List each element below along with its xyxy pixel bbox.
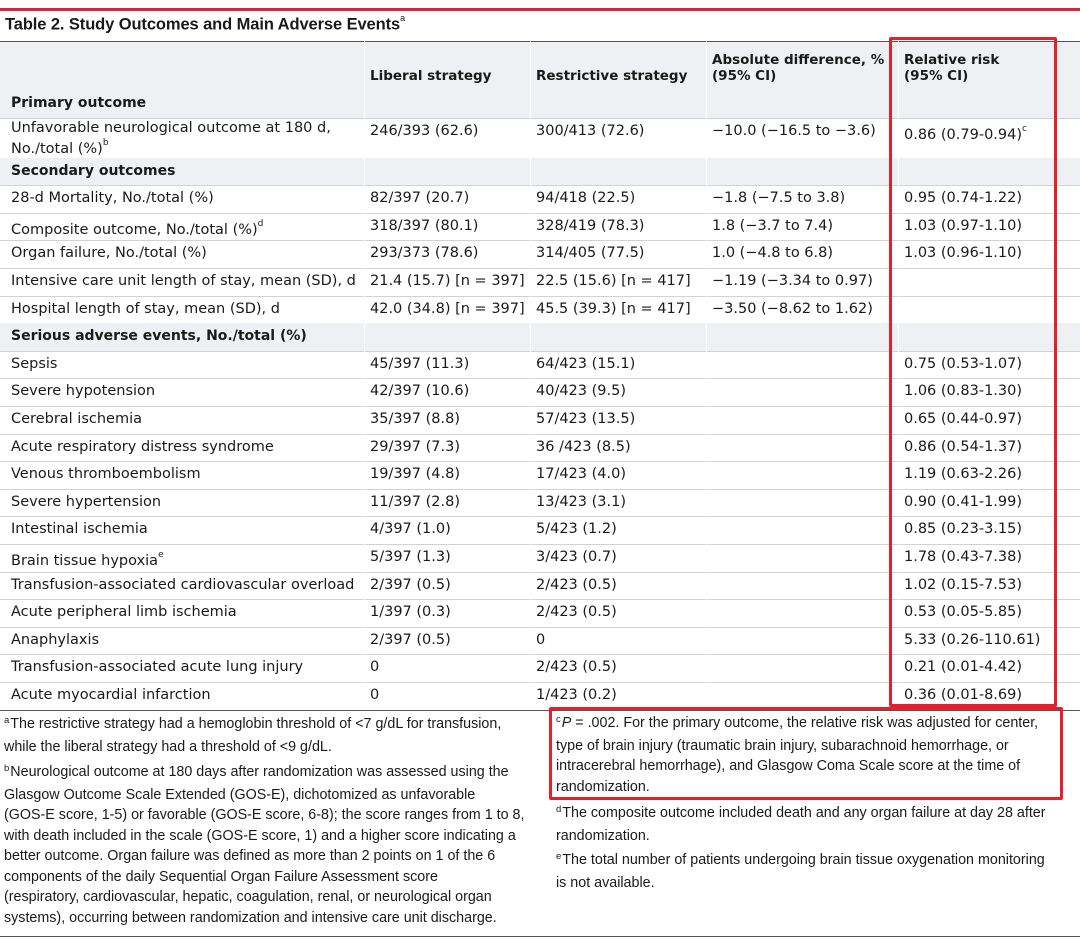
secondary-restrictive	[536, 189, 635, 207]
secondary-rr-text: 0.95 (0.74-1.22)	[904, 190, 1023, 207]
secondary-absdiff-text: 1.0 (−4.8 to 6.8)	[712, 245, 834, 262]
adverse-liberal-text: 0	[370, 659, 380, 676]
adverse-restrictive-text: 64/423 (15.1)	[536, 355, 636, 372]
footnote-d-mark: d	[556, 804, 562, 815]
adverse-liberal	[370, 520, 451, 538]
section-primary-label-text: Primary outcome	[11, 95, 147, 111]
footnote-e-text: The total number of patients undergoing brain tissue oxygenation monitoring is not available.	[556, 852, 1045, 891]
secondary-restrictive-text: 314/405 (77.5)	[536, 245, 645, 262]
adverse-rr-text: 0.53 (0.05-5.85)	[904, 604, 1023, 621]
footnote-b-mark: b	[4, 763, 10, 774]
secondary-label-footnote-mark: d	[257, 218, 264, 229]
primary-outcome-absdiff	[712, 122, 876, 140]
adverse-liberal	[370, 548, 451, 566]
secondary-absdiff-text: −1.8 (−7.5 to 3.8)	[712, 190, 846, 207]
primary-outcome-restrictive	[536, 122, 644, 140]
adverse-liberal-text: 1/397 (0.3)	[370, 604, 451, 621]
adverse-label-text: Cerebral ischemia	[11, 411, 143, 427]
secondary-liberal-text: 21.4 (15.7) [n = 397]	[370, 273, 525, 289]
secondary-restrictive-text: 22.5 (15.6) [n = 417]	[536, 273, 691, 289]
column-separator	[530, 41, 531, 710]
secondary-label-text: Composite outcome, No./total (%)	[11, 221, 258, 238]
adverse-liberal	[370, 410, 460, 428]
footnote-c-text: = .002. For the primary outcome, the relative risk was adjusted for center, type of brain injury (traumatic brain injury, subarachnoid hemorrhage, or intracerebral hemorrhage), and Glasgow Coma Scale score at the time of randomization.	[556, 715, 1039, 795]
adverse-restrictive-text: 2/423 (0.5)	[536, 604, 617, 621]
secondary-liberal	[370, 217, 478, 235]
primary-outcome-label-line1: Unfavorable neurological outcome at 180 d,	[11, 119, 331, 136]
footnote-c-mark: c	[556, 714, 561, 725]
secondary-liberal	[370, 244, 478, 262]
adverse-label-text: Acute myocardial infarction	[11, 687, 211, 703]
adverse-liberal	[370, 686, 379, 704]
footnote-e	[556, 850, 1076, 893]
column-separator	[706, 41, 707, 710]
secondary-liberal	[370, 300, 525, 318]
adverse-rr-text: 1.06 (0.83-1.30)	[904, 383, 1023, 400]
bottom-rule	[0, 936, 1080, 937]
adverse-label-text: Severe hypertension	[11, 493, 162, 510]
adverse-label-text: Transfusion-associated cardiovascular overload	[11, 576, 355, 593]
adverse-label-text: Sepsis	[11, 355, 58, 372]
secondary-absdiff-text: −3.50 (−8.62 to 1.62)	[712, 300, 873, 317]
secondary-restrictive-text: 328/419 (78.3)	[536, 217, 645, 234]
adverse-liberal-text: 4/397 (1.0)	[370, 521, 451, 538]
highlight-box-relative-risk	[889, 37, 1057, 707]
section-secondary-label-text: Secondary outcomes	[11, 162, 176, 179]
col-header-absdiff-line2: (95% CI)	[712, 68, 777, 84]
secondary-absdiff	[712, 300, 873, 318]
secondary-label	[11, 300, 280, 318]
col-header-liberal: Liberal strategy	[370, 68, 492, 84]
adverse-rr-text: 1.78 (0.43-7.38)	[904, 549, 1023, 565]
secondary-label-text: Organ failure, No./total (%)	[11, 245, 207, 262]
adverse-liberal-text: 2/397 (0.5)	[370, 576, 451, 593]
adverse-restrictive	[536, 465, 626, 483]
secondary-restrictive	[536, 300, 691, 318]
secondary-label	[11, 217, 263, 239]
primary-outcome-liberal	[370, 122, 478, 140]
secondary-label-text: 28-d Mortality, No./total (%)	[11, 190, 214, 207]
adverse-rr-text: 5.33 (0.26-110.61)	[904, 631, 1041, 648]
section-adverse-label-text: Serious adverse events, No./total (%)	[11, 328, 307, 345]
adverse-label-text: Anaphylaxis	[11, 631, 100, 648]
secondary-liberal-text: 42.0 (34.8) [n = 397]	[370, 300, 525, 317]
adverse-liberal-text: 11/397 (2.8)	[370, 493, 460, 510]
secondary-absdiff-text: −1.19 (−3.34 to 0.97)	[712, 273, 873, 289]
adverse-label-text: Severe hypotension	[11, 383, 156, 400]
adverse-label-text: Venous thromboembolism	[11, 466, 201, 483]
primary-outcome-liberal-text: 246/393 (62.6)	[370, 122, 479, 139]
adverse-label	[11, 658, 303, 676]
col-header-rr-line2: (95% CI)	[904, 68, 969, 84]
primary-outcome-restrictive-text: 300/413 (72.6)	[536, 122, 645, 139]
col-header-absdiff-line1: Absolute difference, %	[712, 52, 885, 68]
adverse-restrictive-text: 0	[536, 631, 546, 648]
title-footnote-mark: a	[400, 13, 405, 23]
adverse-liberal-text: 45/397 (11.3)	[370, 355, 470, 372]
adverse-restrictive-text: 40/423 (9.5)	[536, 383, 626, 400]
adverse-label	[11, 548, 164, 570]
adverse-liberal-text: 35/397 (8.8)	[370, 411, 460, 427]
secondary-absdiff	[712, 217, 833, 235]
adverse-label	[11, 438, 274, 456]
col-header-restrictive: Restrictive strategy	[536, 68, 688, 84]
footnote-a	[4, 714, 544, 757]
adverse-liberal-text: 5/397 (1.3)	[370, 549, 451, 565]
adverse-restrictive	[536, 631, 545, 649]
adverse-rr-text: 1.19 (0.63-2.26)	[904, 466, 1023, 483]
adverse-liberal	[370, 493, 460, 511]
adverse-label	[11, 355, 57, 373]
adverse-label	[11, 493, 161, 511]
adverse-rr-text: 0.90 (0.41-1.99)	[904, 493, 1023, 510]
adverse-restrictive-text: 1/423 (0.2)	[536, 687, 617, 703]
secondary-restrictive-text: 94/418 (22.5)	[536, 190, 636, 207]
primary-outcome-absdiff-text: −10.0 (−16.5 to −3.6)	[712, 122, 876, 139]
section-primary-label	[11, 94, 146, 112]
adverse-label-text: Transfusion-associated acute lung injury	[11, 659, 304, 676]
table-title	[5, 15, 405, 35]
footnote-b	[4, 762, 544, 928]
adverse-label-text: Brain tissue hypoxia	[11, 552, 159, 569]
secondary-restrictive-text: 45.5 (39.3) [n = 417]	[536, 300, 691, 317]
secondary-liberal	[370, 272, 525, 290]
adverse-rr-text: 0.65 (0.44-0.97)	[904, 411, 1023, 427]
secondary-absdiff	[712, 272, 873, 290]
section-adverse-label	[11, 327, 307, 345]
adverse-restrictive	[536, 382, 626, 400]
adverse-liberal	[370, 438, 460, 456]
secondary-rr-text: 1.03 (0.96-1.10)	[904, 245, 1023, 262]
adverse-restrictive	[536, 355, 635, 373]
adverse-liberal	[370, 465, 460, 483]
secondary-label-text: Intensive care unit length of stay, mean (SD), d	[11, 273, 356, 289]
secondary-restrictive	[536, 217, 644, 235]
table-title-text: Table 2. Study Outcomes and Main Adverse Events	[5, 15, 401, 34]
adverse-liberal	[370, 658, 379, 676]
adverse-rr-text: 0.21 (0.01-4.42)	[904, 659, 1023, 676]
footnote-d	[556, 803, 1076, 846]
adverse-label	[11, 631, 99, 649]
footnote-a-text: The restrictive strategy had a hemoglobin threshold of <7 g/dL for transfusion, while the liberal strategy had a threshold of <9 g/dL.	[4, 716, 502, 755]
secondary-liberal-text: 293/373 (78.6)	[370, 245, 479, 262]
adverse-restrictive	[536, 576, 617, 594]
secondary-absdiff	[712, 189, 845, 207]
secondary-restrictive	[536, 272, 691, 290]
adverse-liberal-text: 42/397 (10.6)	[370, 383, 470, 400]
secondary-restrictive	[536, 244, 644, 262]
secondary-liberal-text: 82/397 (20.7)	[370, 190, 470, 207]
adverse-restrictive	[536, 548, 617, 566]
adverse-liberal-text: 19/397 (4.8)	[370, 466, 460, 483]
footnote-d-text: The composite outcome included death and any organ failure at day 28 after randomization.	[556, 805, 1046, 844]
footnote-a-mark: a	[4, 715, 10, 726]
adverse-restrictive	[536, 658, 617, 676]
adverse-label-text: Acute respiratory distress syndrome	[11, 438, 274, 455]
top-rule	[0, 8, 1080, 11]
adverse-liberal	[370, 603, 451, 621]
adverse-restrictive-text: 13/423 (3.1)	[536, 493, 626, 510]
adverse-rr-text: 0.86 (0.54-1.37)	[904, 438, 1023, 455]
adverse-label	[11, 465, 201, 483]
primary-outcome-label-line2-text: No./total (%)	[11, 140, 103, 157]
adverse-label	[11, 520, 148, 538]
secondary-label-text: Hospital length of stay, mean (SD), d	[11, 300, 280, 317]
adverse-liberal-text: 29/397 (7.3)	[370, 438, 460, 455]
secondary-liberal-text: 318/397 (80.1)	[370, 217, 479, 234]
adverse-liberal	[370, 631, 451, 649]
adverse-restrictive	[536, 520, 617, 538]
adverse-restrictive-text: 17/423 (4.0)	[536, 466, 626, 483]
secondary-label	[11, 189, 214, 207]
adverse-rr-text: 0.75 (0.53-1.07)	[904, 355, 1023, 372]
secondary-absdiff	[712, 244, 833, 262]
footnote-e-mark: e	[556, 851, 562, 862]
footnote-c-p: P	[561, 715, 572, 731]
primary-outcome-footnote-mark: b	[102, 137, 109, 148]
secondary-label	[11, 244, 207, 262]
adverse-restrictive-text: 36 /423 (8.5)	[536, 438, 631, 455]
primary-outcome-rr-footnote-mark: c	[1022, 123, 1027, 134]
adverse-restrictive-text: 3/423 (0.7)	[536, 549, 617, 565]
col-header-rr-line1: Relative risk	[904, 52, 1000, 68]
adverse-label	[11, 576, 354, 594]
footnote-b-text: Neurological outcome at 180 days after randomization was assessed using the Glasgow Outcome Scale Extended (GOS-E), dichotomized as unfavorable (GOS-E score, 1-5) or favorable (GOS-E score, 6-8); the score ranges from 1 to 8, with death included in the scale (GOS-E score, 1) and a higher score indicating a better outcome. Organ failure was defined as more than 2 points on 1 of the 6 components of the daily Sequential Organ Failure Assessment score (respiratory, cardiovascular, hepatic, coagulation, renal, or neurological organ systems), occurring between randomization and intensive care unit discharge.	[4, 764, 525, 926]
adverse-restrictive	[536, 603, 617, 621]
primary-outcome-label-line2	[11, 137, 331, 158]
adverse-label-text: Intestinal ischemia	[11, 521, 148, 538]
primary-outcome-rr-text: 0.86 (0.79-0.94)	[904, 126, 1023, 143]
col-header-absdiff	[712, 52, 884, 84]
adverse-label-footnote-mark: e	[158, 550, 164, 560]
adverse-liberal-text: 2/397 (0.5)	[370, 631, 451, 648]
adverse-label-text: Acute peripheral limb ischemia	[11, 604, 237, 621]
secondary-liberal	[370, 189, 469, 207]
adverse-rr-text: 0.36 (0.01-8.69)	[904, 687, 1023, 703]
adverse-liberal	[370, 576, 451, 594]
adverse-restrictive-text: 5/423 (1.2)	[536, 521, 617, 538]
adverse-liberal-text: 0	[370, 687, 380, 703]
adverse-label	[11, 410, 142, 428]
secondary-absdiff-text: 1.8 (−3.7 to 7.4)	[712, 217, 834, 234]
adverse-restrictive-text: 57/423 (13.5)	[536, 411, 636, 427]
secondary-rr-text: 1.03 (0.97-1.10)	[904, 217, 1023, 234]
adverse-restrictive	[536, 438, 631, 456]
adverse-restrictive	[536, 410, 635, 428]
footnote-c	[556, 713, 1066, 797]
adverse-label	[11, 382, 155, 400]
adverse-label	[11, 603, 237, 621]
primary-outcome-label	[11, 120, 331, 158]
adverse-restrictive	[536, 493, 626, 511]
adverse-liberal	[370, 382, 469, 400]
adverse-restrictive	[536, 686, 617, 704]
column-separator	[364, 41, 365, 710]
adverse-rr-text: 0.85 (0.23-3.15)	[904, 521, 1023, 538]
secondary-label	[11, 272, 356, 290]
adverse-liberal	[370, 355, 469, 373]
adverse-restrictive-text: 2/423 (0.5)	[536, 576, 617, 593]
section-secondary-label	[11, 162, 175, 180]
adverse-label	[11, 686, 211, 704]
adverse-rr-text: 1.02 (0.15-7.53)	[904, 576, 1023, 593]
adverse-restrictive-text: 2/423 (0.5)	[536, 659, 617, 676]
